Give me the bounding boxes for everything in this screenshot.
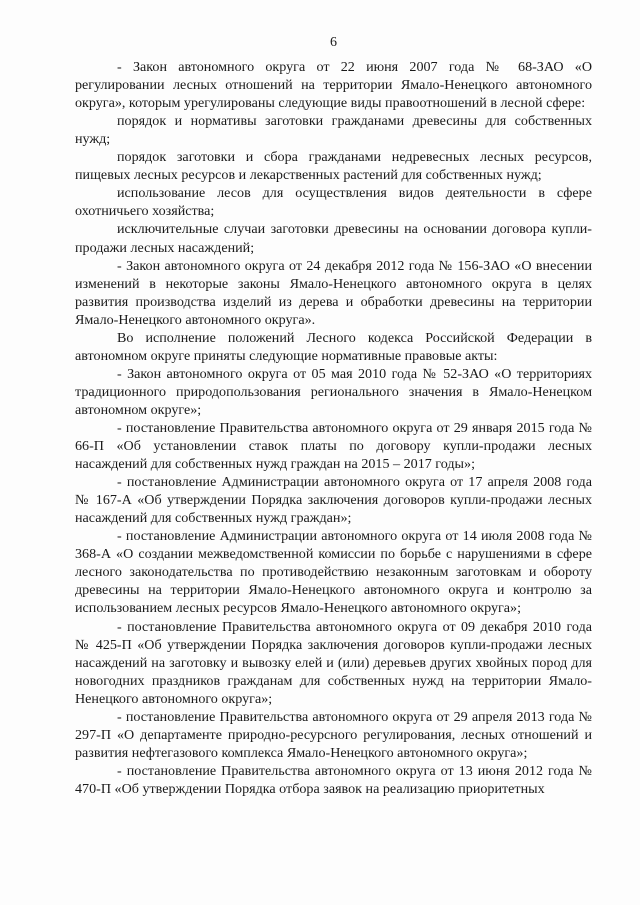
paragraph-resolution-167-a: - постановление Администрации автономного округа от 17 апреля 2008 года № 167-А «Об утверждении Порядка заключения договоров купли-продажи лесных насаждений для собственных нужд граждан»; [75,474,592,527]
paragraph-law-68-zao: - Закон автономного округа от 22 июня 2007 года № 68-ЗАО «О регулировании лесных отношений на территории Ямало-Ненецкого автономного округа», которым урегулированы следующие виды правоотношений в лесной сфере: [75,59,592,112]
paragraph-wood-harvesting-norms: порядок и нормативы заготовки гражданами древесины для собственных нужд; [75,113,592,148]
page-number: 6 [330,35,337,50]
paragraph-resolution-297-p: - постановление Правительства автономного округа от 29 апреля 2013 года № 297-П «О департаменте природно-ресурсного регулирования, лесных отношений и развития нефтегазового комплекса Ямало-Ненецкого автономного округа»; [75,708,592,761]
paragraph-forest-code-intro: Во исполнение положений Лесного кодекса Российской Федерации в автономном округе приняты следующие нормативные правовые акты: [75,329,592,364]
paragraph-resolution-368-a: - постановление Администрации автономного округа от 14 июля 2008 года № 368-А «О создании межведомственной комиссии по борьбе с нарушениями в сфере лесного законодательства по противодействию незаконным заготовкам и обороту древесины на территории Ямало-Ненецкого автономного округа и контролю за использованием лесных ресурсов Ямало-Ненецкого автономного округа»; [75,528,592,617]
paragraph-resolution-470-p: - постановление Правительства автономного округа от 13 июня 2012 года № 470-П «Об утверждении Порядка отбора заявок на реализацию приоритетных [75,762,592,797]
paragraph-law-52-zao: - Закон автономного округа от 05 мая 2010 года № 52-ЗАО «О территориях традиционного природопользования регионального значения в Ямало-Ненецком автономном округе»; [75,365,592,418]
paragraph-resolution-66-p: - постановление Правительства автономного округа от 29 января 2015 года № 66-П «Об установлении ставок платы по договору купли-продажи лесных насаждений для собственных нужд граждан на 2015 – 2017 годы»; [75,419,592,473]
paragraph-resolution-425-p: - постановление Правительства автономного округа от 09 декабря 2010 года № 425-П «Об утверждении Порядка заключения договоров купли-продажи лесных насаждений на заготовку и вывозку елей и (или) деревьев других хвойных пород для новогодних праздников гражданам для собственных нужд на территории Ямало-Ненецкого автономного округа»; [75,618,592,707]
paragraph-law-156-zao: - Закон автономного округа от 24 декабря 2012 года № 156-ЗАО «О внесении изменений в некоторые законы Ямало-Ненецкого автономного округа в целях развития производства изделий из дерева и обработки древесины на территории Ямало-Ненецкого автономного округа». [75,257,592,328]
paragraph-hunting-use: использование лесов для осуществления видов деятельности в сфере охотничьего хозяйства; [75,185,592,220]
paragraph-non-wood-resources: порядок заготовки и сбора гражданами недревесных лесных ресурсов, пищевых лесных ресурсов и лекарственных растений для собственных нужд; [75,149,592,184]
paragraph-exceptional-cases: исключительные случаи заготовки древесины на основании договора купли-продажи лесных насаждений; [75,221,592,256]
